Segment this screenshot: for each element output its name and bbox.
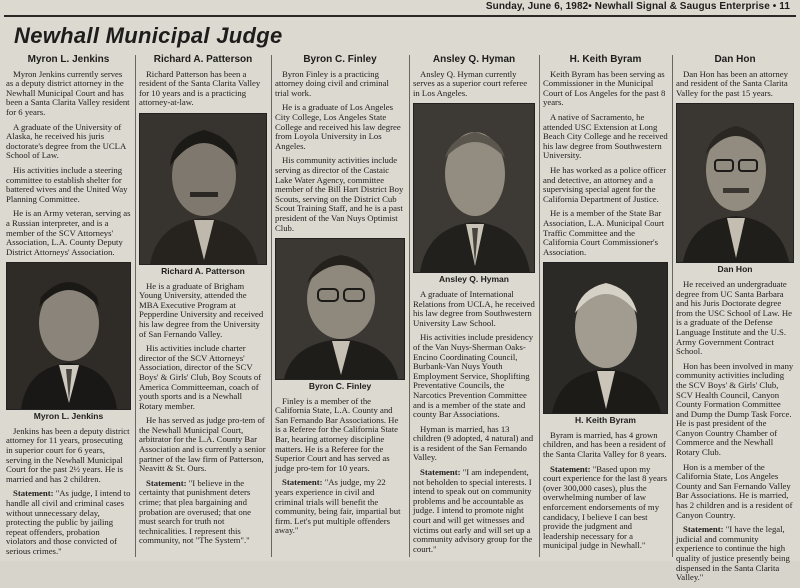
candidate-photo — [139, 113, 267, 265]
bio-paragraph: Byron Finley is a practicing attorney doing civil and criminal trial work. — [275, 68, 389, 98]
bio-paragraph: His activities include charter director of the SCV Attorneys' Association, director of the SCV Boys' & Girls' Club, Boy Scouts of America Committeeman, coach of youth sports and is a Newhall Rotary member. — [139, 343, 262, 411]
statement-label: Statement: — [683, 524, 724, 535]
bio-paragraph: He is an Army veteran, serving as a Russian interpreter, and is a member of the SCV Attorneys' Association, L.A. County Deputy District Attorneys' Association. — [6, 208, 131, 257]
column-rule — [539, 55, 540, 557]
statement-text: "Based upon my court experience for the last 8 years (over 300,000 cases), plus the overwhelming number of law enforcement endorsements of my candidacy, I believe I can best provide the judgment and leadership necessary for a municipal judge in Newhall." — [543, 463, 667, 551]
bio-paragraph: Byram is married, has 4 grown children, and has been a resident of the Santa Clarita Valley for 8 years. — [543, 429, 667, 460]
photo-caption: H. Keith Byram — [575, 415, 636, 426]
statement-paragraph — [543, 465, 668, 551]
bio-paragraph: Richard Patterson has been a resident of the Santa Clarita Valley for 10 years and is a practicing attorney-at-law. — [139, 68, 261, 108]
statement-paragraph — [275, 478, 405, 536]
bio-paragraph: Jenkins has been a deputy district attorney for 11 years, prosecuting in superior court for 6 years, serving in the Newhall Municipal Court for the past 2½ years. He is married and has 2 children. — [6, 425, 130, 484]
bio-paragraph: Ansley Q. Hyman currently serves as a superior court referee in Los Angeles. — [413, 68, 528, 98]
bio-paragraph: Hon is a member of the California State, Los Angeles County and San Fernando Valley Bar Associations. He is married, has 2 children and is a resident of Canyon Country. — [676, 461, 793, 520]
bio-paragraph: A graduate of the University of Alaska, he received his juris doctorate's degree from the UCLA School of Law. — [6, 121, 126, 161]
column-rule — [135, 55, 136, 557]
candidate-column-hon — [676, 55, 794, 588]
photo-caption: Richard A. Patterson — [161, 265, 245, 276]
bio-paragraph: Myron Jenkins currently serves as a deputy district attorney in the Newhall Municipal Court and has been a Santa Clarita Valley resident for 6 years. — [6, 68, 130, 117]
column-rule — [271, 55, 272, 557]
photo-caption: Myron L. Jenkins — [33, 411, 104, 422]
bio-paragraph: He is a member of the State Bar Association, L.A. Municipal Court Traffic Committee and the California Court Commissioner's Association. — [543, 208, 665, 257]
statement-paragraph — [413, 468, 535, 554]
top-rule — [4, 15, 796, 17]
statement-paragraph — [6, 489, 131, 556]
candidate-name: Dan Hon — [714, 54, 756, 65]
page-headline: Newhall Municipal Judge — [14, 23, 283, 48]
bio-paragraph: A graduate of International Relations from UCLA, he received his law degree from Southwestern University Law School. — [413, 288, 535, 328]
statement-paragraph — [676, 525, 794, 583]
column-rule — [409, 55, 410, 557]
bio-paragraph: His community activities include serving as director of the Castaic Lake Water Agency, committee member of the Bill Hart District Boy Scouts, serving on the District Cub Scout Training Staff, and he is a past president of the Van Nuys Optimist Club. — [275, 155, 404, 233]
candidate-name: Myron L. Jenkins — [27, 54, 110, 65]
statement-text: "As judge, I intend to handle all civil and criminal cases without unnecessary delay, protecting the public by jailing repeat offenders, probation violators and those convicted of serious crimes." — [6, 488, 131, 556]
statement-label: Statement: — [282, 477, 323, 488]
candidate-column-byram — [543, 55, 668, 556]
bio-paragraph: Dan Hon has been an attorney and resident of the Santa Clarita Valley for the past 15 years. — [676, 68, 788, 98]
candidate-column-finley — [275, 55, 405, 541]
statement-paragraph — [139, 479, 267, 546]
bio-paragraph: He is a graduate of Los Angeles City College, Los Angeles State College and received his law degree from Loyola University in Los Angeles. — [275, 102, 401, 151]
candidate-column-jenkins — [6, 55, 131, 562]
bio-paragraph: Finley is a member of the California State, L.A. County and San Fernando Bar Associations. He is a Referee for the California State Bar, hearing attorney discipline matters. He is a Referee for the Superior Court and has served as judge pro-tem for 10 years. — [275, 395, 399, 473]
statement-text: "As judge, my 22 years experience in civil and criminal trials will benefit the community, being fair, impartial but firm. Let's put multiple offenders away." — [275, 477, 401, 536]
statement-label: Statement: — [146, 477, 187, 488]
statement-label: Statement: — [13, 488, 54, 499]
candidate-photo — [543, 262, 668, 414]
bio-paragraph: Keith Byram has been serving as Commissioner in the Municipal Court of Los Angeles for the past 8 years. — [543, 68, 666, 108]
photo-caption: Ansley Q. Hyman — [439, 274, 509, 285]
statement-text: "I have the legal, judicial and community experience to continue the high quality of justice presently being dispensed in the Santa Clarita Valley." — [676, 524, 790, 583]
candidate-photo — [275, 238, 405, 380]
bio-paragraph: His activities include a steering committee to establish shelter for battered wives and the United Way Planning Committee. — [6, 164, 128, 204]
column-rule — [672, 55, 673, 557]
candidate-column-patterson — [139, 55, 267, 551]
candidate-photo — [413, 103, 535, 273]
candidate-name: Ansley Q. Hyman — [432, 54, 516, 65]
candidate-name: H. Keith Byram — [569, 54, 642, 65]
bio-paragraph: He received an undergraduate degree from UC Santa Barbara and his Juris Doctorate degree from the USC School of Law. He is a graduate of the Defense Language Institute and the U.S. Army Government Contract School. — [676, 278, 792, 357]
bio-paragraph: Hyman is married, has 13 children (9 adopted, 4 natural) and is a resident of the San Fernando Valley. — [413, 423, 534, 463]
candidate-column-hyman — [413, 55, 535, 559]
statement-text: "I am independent, not beholden to special interests. I intend to speak out on community problems and be accountable as judge. I intend to promote night court and will get witnesses and victims out early and will set up a community advisory group for the court." — [413, 467, 533, 554]
candidate-photo — [676, 103, 794, 263]
statement-text: "I believe in the certainty that punishment deters crime; that plea bargaining and probation are overused; that one must search for truth not technicalities. I represent this community, not "The System"." — [139, 477, 251, 546]
photo-caption: Dan Hon — [717, 264, 753, 275]
statement-label: Statement: — [550, 463, 591, 474]
statement-label: Statement: — [420, 467, 461, 478]
candidate-photo — [6, 262, 131, 410]
photo-caption: Byron C. Finley — [308, 381, 372, 392]
bio-paragraph: His activities include presidency of the Van Nuys-Sherman Oaks-Encino Coordinating Council, Burbank-Van Nuys Youth Employment Service, Shoplifting Preventative Councils, the Narcotics Prevention Committee and is a member of the state and county Bar Associations. — [413, 332, 534, 420]
candidate-name: Byron C. Finley — [303, 54, 377, 65]
bio-paragraph: He is a graduate of Brigham Young University, attended the MBA Executive Program at Pepperdine University and received his law degree from the University of San Fernando Valley. — [139, 280, 264, 339]
bio-paragraph: He has worked as a police officer and detective, an attorney and a supervising special agent for the California Department of Justice. — [543, 164, 667, 204]
bio-paragraph: Hon has been involved in many community activities including the SCV Boys' & Girls' Club, SCV Health Council, Canyon County Formation Committee and Dump the Dump Task Force. He is past president of the Canyon Country Chamber of Commerce and the Newhall Rotary Club. — [676, 360, 794, 458]
bio-paragraph: He has served as judge pro-tem of the Newhall Municipal Court, arbitrator for the L.A. County Bar Association and is currently a senior partner of the law firm of Patterson, Neavitt & St. Ours. — [139, 415, 266, 474]
candidate-name: Richard A. Patterson — [153, 54, 253, 65]
bio-paragraph: A native of Sacramento, he attended USC Extension at Long Beach City College and he received his law degree from Southwestern University. — [543, 111, 668, 161]
running-head: Sunday, June 6, 1982• Newhall Signal & Saugus Enterprise • 11 — [485, 1, 790, 12]
